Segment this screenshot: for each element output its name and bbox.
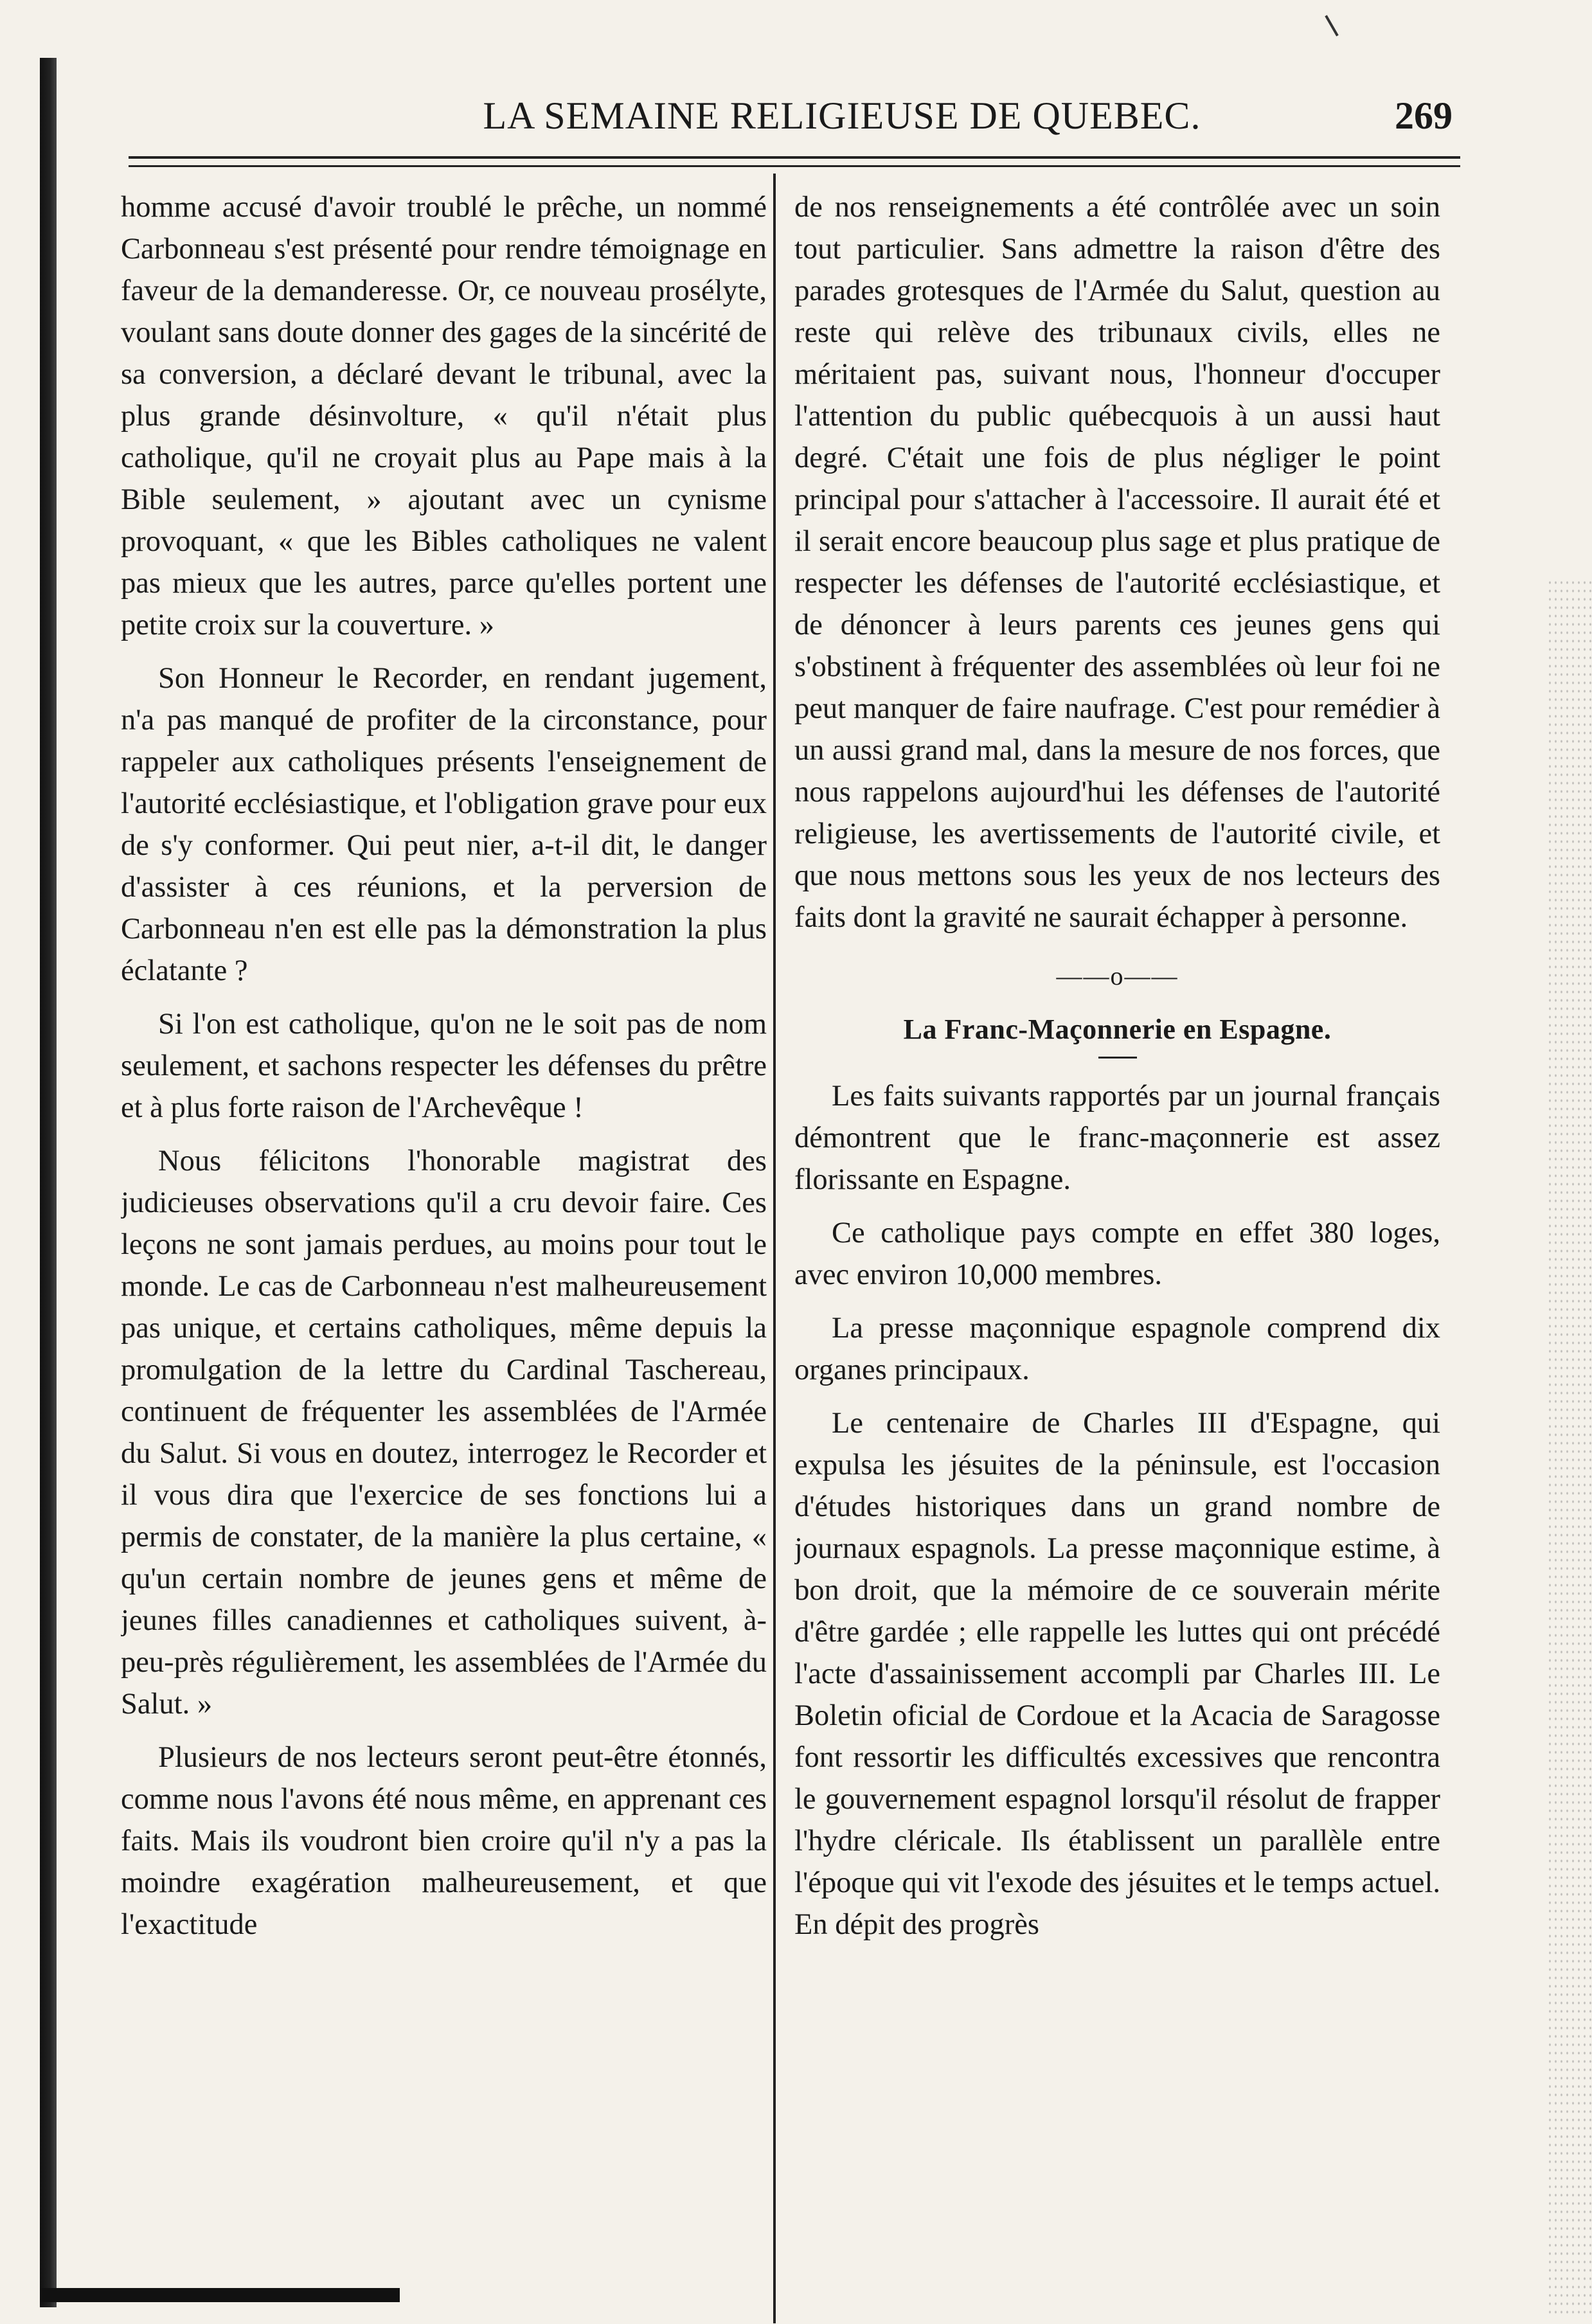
section-title: La Franc-Maçonnerie en Espagne. xyxy=(903,1014,1332,1045)
paragraph: Si l'on est catholique, qu'on ne le soit pas de nom seulement, et sachons respecter les défenses du prêtre et à plus forte raison de l'Archevêque ! xyxy=(121,1008,767,1124)
column-divider xyxy=(773,174,776,2323)
separator: ——o—— xyxy=(1056,961,1179,990)
continuation-paragraph: de nos renseignements a été contrôlée avec un soin tout particulier. Sans admettre la raison d'être des parades grotesques de l'Armée du Salut, question au reste qui relève des tribunaux civils, elles ne méritaient pas, suivant nous, l'honneur d'occuper l'attention du public québecquois à un aussi haut degré. C'était une fois de plus négliger le point principal pour s'attacher à l'accessoire. Il aurait été et il serait encore beaucoup plus sage et plus pratique de respecter les défenses de l'autorité ecclésiastique, et de dénoncer à leurs parents ces jeunes gens qui s'obstinent à fréquenter des assemblées où leur foi ne peut manquer de faire naufrage. C'est pour remédier à un aussi grand mal, dans la mesure de nos forces, que nous rappelons aujourd'hui les défenses de l'autorité religieuse, les avertissements de l'autorité civile, et que nous mettons sous les yeux de nos lecteurs des faits dont la gravité ne saurait échapper à personne. xyxy=(794,191,1440,934)
header-rule xyxy=(129,156,1460,167)
right-column xyxy=(794,186,1440,2282)
paragraph: Le centenaire de Charles III d'Espagne, qui expulsa les jésuites de la péninsule, est l'occasion d'études historiques dans un grand nombre de journaux espagnols. La presse maçonnique estime, à bon droit, que la mémoire de ce souverain mérite d'être gardée ; elle rappelle les luttes qui ont précédé l'acte d'assainissement accompli par Charles III. Le Boletin oficial de Cordoue et la Acacia de Saragosse font ressortir les difficultés excessives que rencontra le gouvernement espagnol lorsqu'il résolut de frapper l'hydre cléricale. Ils établissent un parallèle entre l'époque qui vit l'exode des jésuites et le temps actuel. En dépit des progrès xyxy=(794,1407,1440,1941)
page-edge-specks xyxy=(1547,578,1592,2314)
paragraph: Ce catholique pays compte en effet 380 loges, avec environ 10,000 membres. xyxy=(794,1217,1440,1291)
binding-edge xyxy=(40,58,57,2307)
title-rule xyxy=(1098,1057,1137,1059)
paragraph: Plusieurs de nos lecteurs seront peut-être étonnés, comme nous l'avons été nous même, en apprenant ces faits. Mais ils voudront bien croire qu'il n'y a pas la moindre exagération malheureusement, et que l'exactitude xyxy=(121,1741,767,1941)
page-header xyxy=(109,94,1453,152)
paragraph: Son Honneur le Recorder, en rendant jugement, n'a pas manqué de profiter de la circonstance, pour rappeler aux catholiques présents l'enseignement de l'autorité ecclésiastique, et l'obligation grave pour eux de s'y conformer. Qui peut nier, a-t-il dit, le danger d'assister à ces réunions, et la perversion de Carbonneau n'en est elle pas la démonstration la plus éclatante ? xyxy=(121,662,767,987)
binding-edge-base xyxy=(40,2288,400,2302)
running-title: LA SEMAINE RELIGIEUSE DE QUEBEC. xyxy=(483,94,1201,137)
left-column xyxy=(121,186,767,2282)
paragraph: Les faits suivants rapportés par un journal français démontrent que le franc-maçonnerie est assez florissante en Espagne. xyxy=(794,1080,1440,1196)
paragraph: Nous félicitons l'honorable magistrat des judicieuses observations qu'il a cru devoir faire. Ces leçons ne sont jamais perdues, au moins pour tout le monde. Le cas de Carbonneau n'est malheureusement pas unique, et certains catholiques, même depuis la promulgation de la lettre du Cardinal Taschereau, continuent de fréquenter les assemblées de l'Armée du Salut. Si vous en doutez, interrogez le Recorder et il vous dira que l'exercice de ses fonctions lui a permis de constater, de la manière la plus certaine, « qu'un certain nombre de jeunes gens et même de jeunes filles canadiennes et catholiques suivent, à-peu-près régulièrement, les assemblées de l'Armée du Salut. » xyxy=(121,1145,767,1721)
corner-mark xyxy=(1325,15,1338,36)
page-number: 269 xyxy=(1395,94,1453,137)
paragraph: homme accusé d'avoir troublé le prêche, un nommé Carbonneau s'est présenté pour rendre témoignage en faveur de la demanderesse. Or, ce nouveau prosélyte, voulant sans doute donner des gages de la sincérité de sa conversion, a déclaré devant le tribunal, avec la plus grande désinvolture, « qu'il n'était plus catholique, qu'il ne croyait plus au Pape mais à la Bible seulement, » ajoutant avec un cynisme provoquant, « que les Bibles catholiques ne valent pas mieux que les autres, parce qu'elles portent une petite croix sur la couverture. » xyxy=(121,191,767,641)
paragraph: La presse maçonnique espagnole comprend dix organes principaux. xyxy=(794,1312,1440,1386)
